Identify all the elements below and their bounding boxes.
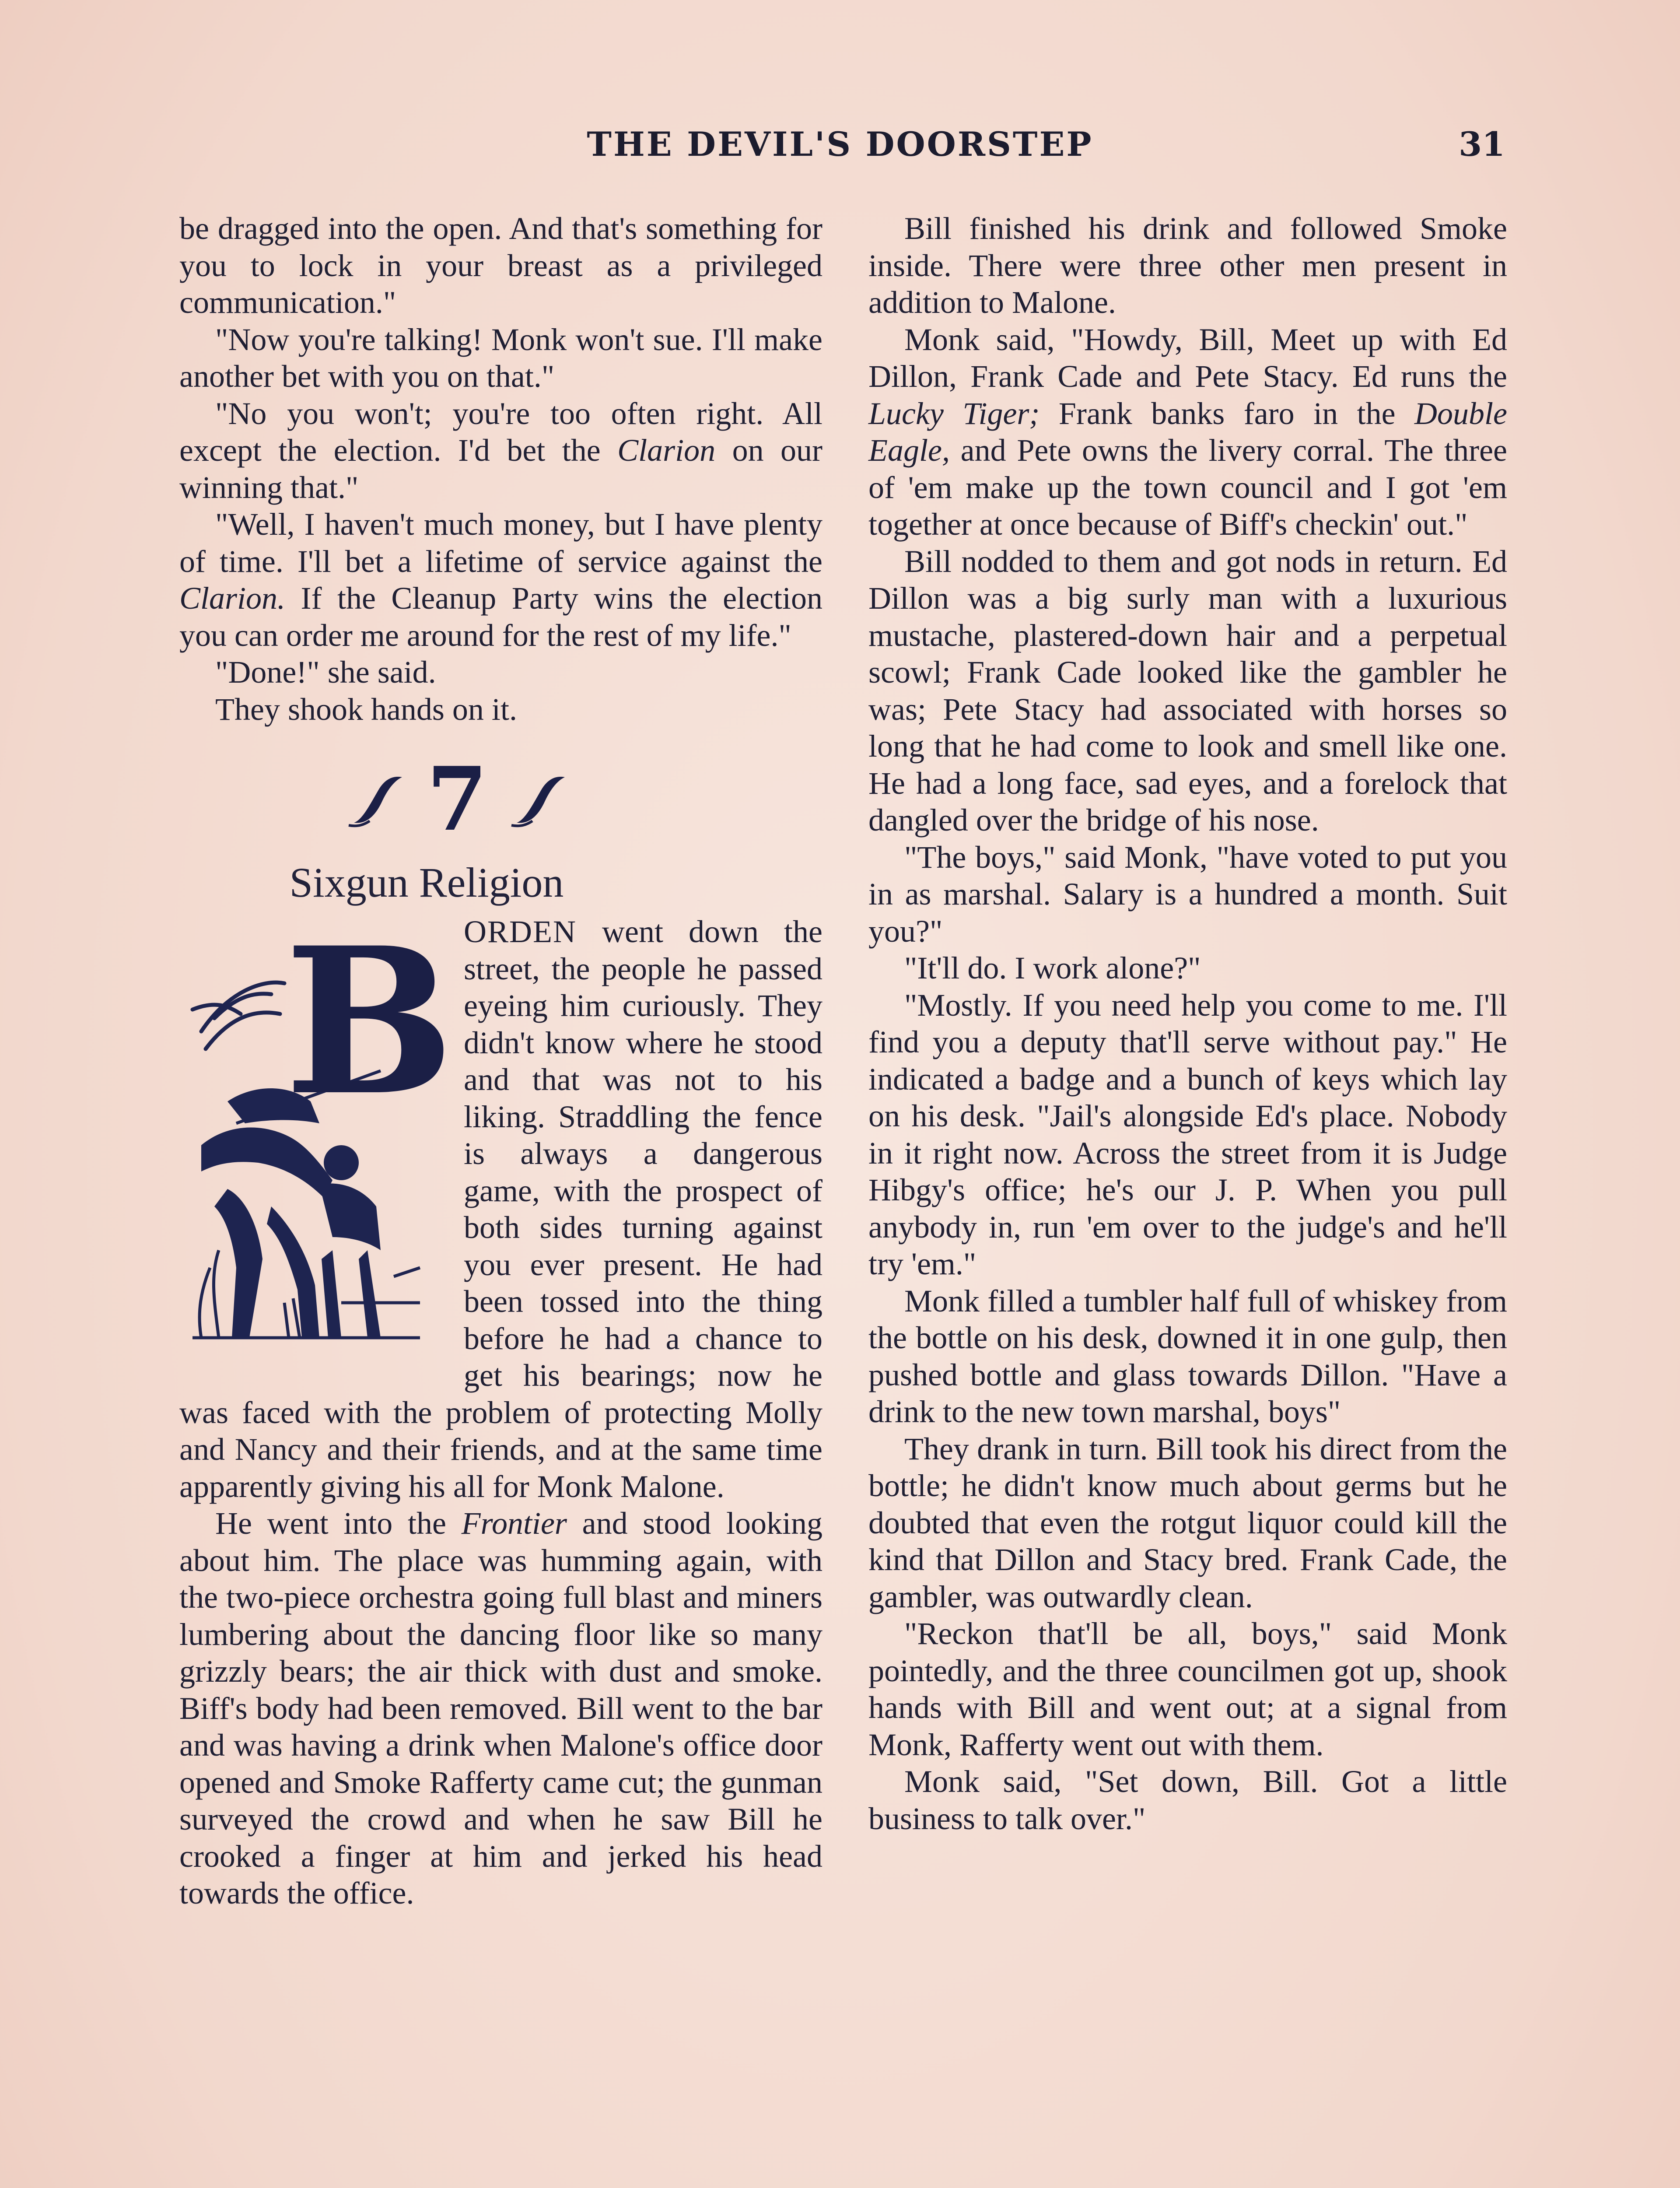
paragraph: Bill finished his drink and followed Smoke inside. There were three other men present in addition to Malone. (868, 211, 1507, 320)
paragraph (868, 321, 1507, 543)
text-run: Frank banks faro in the (1040, 396, 1415, 431)
chapter-number: 7 (427, 748, 488, 851)
page-number: 31 (1459, 125, 1505, 164)
paragraph (179, 506, 822, 654)
text-run: Monk said, "Howdy, Bill, Meet up with Ed Dillon, Frank Cade and Pete Stacy. Ed runs the (868, 322, 1507, 394)
text-run: "Well, I haven't much money, but I have plenty of time. I'll bet a lifetime of service against the (179, 507, 822, 579)
paragraph: "Mostly. If you need help you come to me. I'll find you a deputy that'll serve without pay." He indicated a badge and a bunch of keys which lay on his desk. "Jail's alongside Ed's place. Nobody in it right now. Across the street from it is Judge Hibgy's office; he's our J. P. When you pull anybody in, run 'em over to the judge's and he'll try 'em." (868, 987, 1507, 1281)
saloon-name: Double Eagle, (868, 396, 1507, 468)
text-run: went down the street, the people he passed eyeing him curiously. They didn't know where he stood and that was not to his liking. Straddling the fence is always a dangerous game, with the prospect of both sides turning against you ever present. He had been tossed into the thing before he had a chance to get his bearings; now he was faced with the problem of protecting Molly and Nancy and their friends, and at the same time apparently giving his all for Monk Malone. (179, 914, 822, 1504)
swash-ornament-left-icon (345, 771, 406, 828)
text-run: and Pete owns the livery corral. The three of 'em make up the town council and I got 'em together at once because of Biff's checkin' out." (868, 433, 1507, 542)
text-run: "No you won't; you're too often right. All except the election. I'd bet the (179, 396, 822, 468)
chapter-heading (136, 743, 779, 856)
paragraph (179, 395, 822, 506)
paragraph (179, 1505, 822, 1912)
newspaper-name: Clarion. (179, 581, 286, 616)
saloon-name: Lucky Tiger; (868, 396, 1040, 431)
paragraph: "Now you're talking! Monk won't sue. I'll make another bet with you on that." (179, 322, 822, 394)
paragraph: Monk said, "Set down, Bill. Got a little business to talk over." (868, 1764, 1507, 1836)
chapter-title: Sixgun Religion (289, 859, 564, 906)
running-title: THE DEVIL'S DOORSTEP (587, 125, 1093, 164)
paragraph: "Done!" she said. (215, 655, 436, 690)
right-column (868, 210, 1507, 1837)
page-header (175, 125, 1505, 173)
paragraph: They shook hands on it. (215, 691, 517, 727)
swash-ornament-right-icon (508, 771, 569, 828)
paragraph: "It'll do. I work alone?" (904, 950, 1201, 985)
paragraph: Bill nodded to them and got nods in return. Ed Dillon was a big surly man with a luxurious mustache, plastered-down hair and a perpetual scowl; Frank Cade looked like the gambler he was; Pete Stacy had associated with horses so long that he had come to look and smell like one. He had a long face, sad eyes, and a forelock that dangled over the bridge of his nose. (868, 543, 1507, 838)
text-run: on our winning that." (179, 433, 822, 505)
dropcap-illustration (175, 904, 455, 1364)
dropcap-letter: B (284, 904, 455, 1140)
newspaper-name: Clarion (617, 433, 716, 468)
paragraph: Monk filled a tumbler half full of whiskey from the bottle on his desk, downed it in one gulp, then pushed bottle and glass towards Dillon. "Have a drink to the new town marshal, boys" (868, 1283, 1507, 1429)
paragraph (179, 904, 822, 1505)
saloon-name: Frontier (461, 1506, 567, 1541)
text-run: and stood looking about him. The place was humming again, with the two-piece orchestra going full blast and miners lumbering about the dancing floor like so many grizzly bears; the air thick with dust and smoke. Biff's body had been removed. Bill went to the bar and was having a drink when Malone's office door opened and Smoke Rafferty came cut; the gunman surveyed the crowd and when he saw Bill he crooked a finger at him and jerked his head towards the office. (179, 1506, 822, 1911)
lead-word: ORDEN (464, 914, 577, 949)
text-run: If the Cleanup Party wins the election you can order me around for the rest of my life." (179, 581, 822, 653)
left-column (179, 210, 822, 1912)
paragraph: be dragged into the open. And that's something for you to lock in your breast as a privileged communication." (179, 211, 822, 320)
paragraph: "The boys," said Monk, "have voted to put you in as marshal. Salary is a hundred a month. Suit you?" (868, 839, 1507, 949)
text-run: He went into the (215, 1506, 462, 1541)
paragraph: "Reckon that'll be all, boys," said Monk pointedly, and the three councilmen got up, shook hands with Bill and went out; at a signal from Monk, Rafferty went out with them. (868, 1616, 1507, 1762)
paragraph: They drank in turn. Bill took his direct from the bottle; he didn't know much about germs but he doubted that even the rotgut liquor could kill the kind that Dillon and Stacy bred. Frank Cade, the gambler, was outwardly clean. (868, 1431, 1507, 1614)
